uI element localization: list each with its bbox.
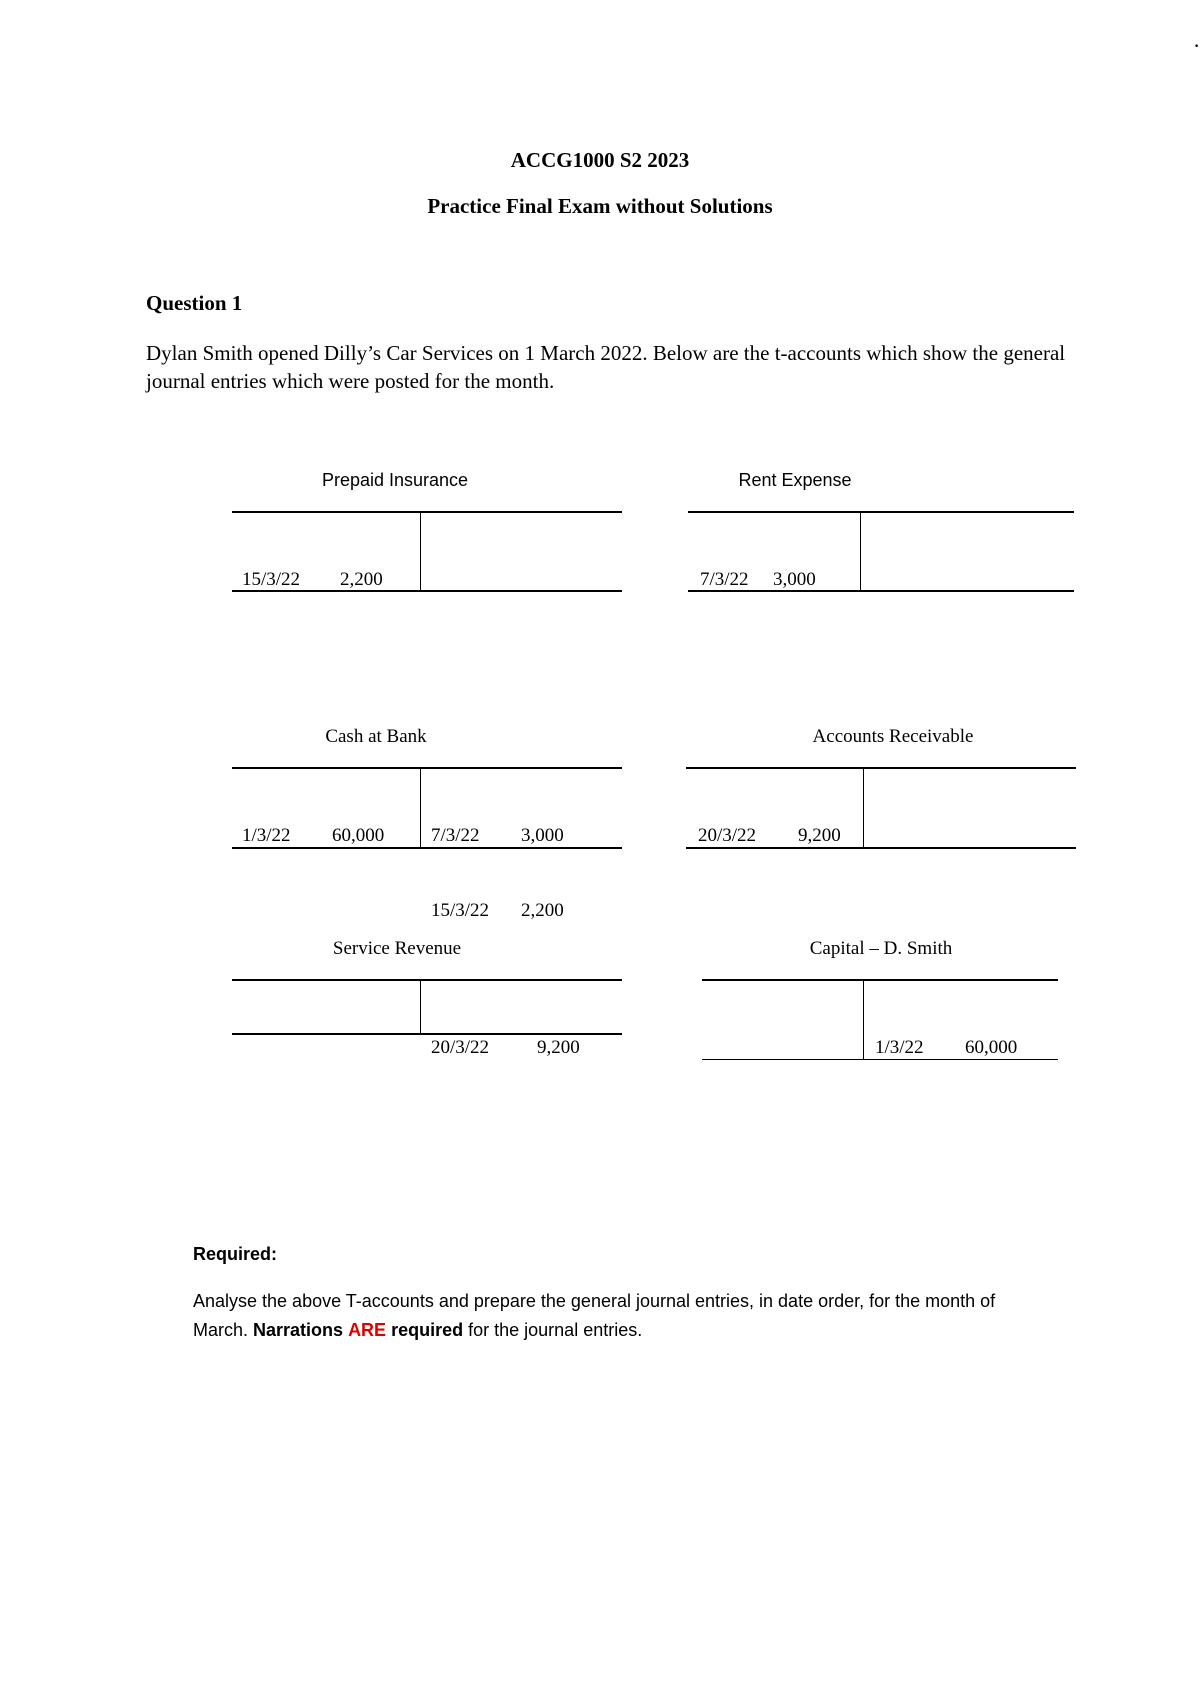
entry-date: 1/3/22 <box>875 1037 924 1058</box>
ledger-entry <box>431 823 564 848</box>
taccount-divider <box>420 513 421 590</box>
ledger-entry <box>431 898 564 923</box>
prepaid-insurance-title: Prepaid Insurance <box>321 470 469 490</box>
entry-date: 20/3/22 <box>698 825 757 846</box>
accounts-receivable-title: Accounts Receivable <box>812 726 974 747</box>
prepaid-insurance-debit <box>242 517 383 642</box>
required-text-part2: for the journal entries. <box>463 1320 643 1340</box>
taccount-divider <box>420 981 421 1033</box>
ledger-entry <box>431 1035 580 1060</box>
cash-at-bank-taccount <box>232 767 622 921</box>
ledger-entry <box>875 1035 1017 1060</box>
service-revenue-credit <box>431 985 580 1110</box>
entry-date: 7/3/22 <box>700 569 749 590</box>
exam-title: Practice Final Exam without Solutions <box>427 194 773 218</box>
capital-title: Capital – D. Smith <box>809 938 953 959</box>
entry-amount: 2,200 <box>340 569 383 590</box>
narrations-label: Narrations <box>253 1320 344 1340</box>
entry-amount: 9,200 <box>537 1037 580 1058</box>
entry-amount: 9,200 <box>798 825 841 846</box>
required-heading: Required: <box>193 1244 278 1264</box>
service-revenue-title: Service Revenue <box>332 938 462 959</box>
entry-date: 7/3/22 <box>431 825 480 846</box>
entry-date: 15/3/22 <box>431 900 490 921</box>
required-instructions <box>193 1287 1053 1345</box>
taccount-divider <box>863 981 864 1059</box>
entry-amount: 3,000 <box>773 569 816 590</box>
entry-amount: 2,200 <box>521 900 564 921</box>
rent-expense-debit <box>700 517 816 642</box>
ledger-entry <box>242 823 384 848</box>
ledger-entry <box>700 567 816 592</box>
required-label: required <box>391 1320 464 1340</box>
taccount-divider <box>863 769 864 847</box>
rent-expense-taccount <box>688 511 1074 592</box>
entry-amount: 3,000 <box>521 825 564 846</box>
service-revenue-taccount <box>232 979 622 1058</box>
entry-date: 20/3/22 <box>431 1037 490 1058</box>
capital-taccount <box>702 979 1058 1060</box>
entry-date: 1/3/22 <box>242 825 291 846</box>
taccount-divider <box>420 769 421 847</box>
cash-at-bank-debit <box>242 773 384 898</box>
taccount-divider <box>860 513 861 590</box>
question-intro: Dylan Smith opened Dilly’s Car Services on 1 March 2022. Below are the t-accounts which show the general journal entries which were posted for the month. <box>146 341 1066 393</box>
entry-amount: 60,000 <box>965 1037 1018 1058</box>
are-label: ARE <box>348 1320 387 1340</box>
accounts-receivable-debit <box>698 773 841 898</box>
question-heading: Question 1 <box>146 291 243 315</box>
ledger-entry <box>242 567 383 592</box>
accounts-receivable-taccount <box>686 767 1076 849</box>
corner-mark: · <box>1193 33 1200 58</box>
cash-at-bank-title: Cash at Bank <box>325 726 427 747</box>
required-text-part1: Analyse the above T-accounts and prepare the general journal entries, in date order, for the month of March. <box>193 1291 996 1340</box>
rent-expense-title: Rent Expense <box>738 470 852 490</box>
entry-amount: 60,000 <box>332 825 385 846</box>
prepaid-insurance-taccount <box>232 511 622 592</box>
ledger-entry <box>698 823 841 848</box>
entry-date: 15/3/22 <box>242 569 301 590</box>
capital-credit <box>875 985 1017 1110</box>
course-title: ACCG1000 S2 2023 <box>510 148 690 172</box>
